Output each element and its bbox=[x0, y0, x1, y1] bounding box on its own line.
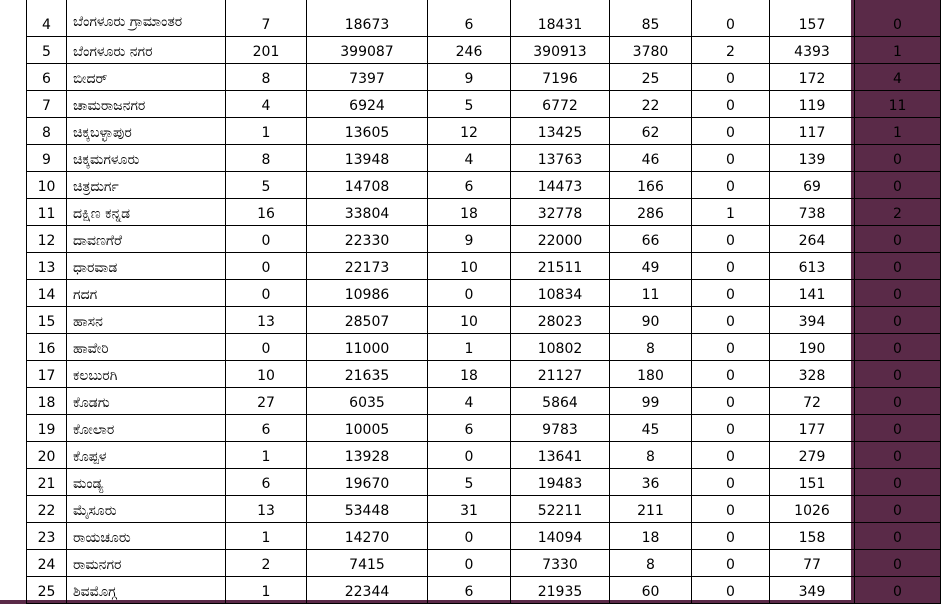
serial-number-cell: 9 bbox=[27, 145, 67, 172]
table-row bbox=[27, 118, 941, 145]
serial-number-cell: 7 bbox=[27, 91, 67, 118]
table-row bbox=[27, 469, 941, 496]
serial-number-cell: 19 bbox=[27, 415, 67, 442]
value-cell: 0 bbox=[855, 496, 941, 523]
value-cell: 22344 bbox=[307, 577, 428, 604]
value-cell: 22000 bbox=[511, 226, 610, 253]
district-name-cell: ಚಿಕ್ಕಮಗಳೂರು bbox=[67, 145, 226, 172]
value-cell: 190 bbox=[770, 334, 855, 361]
value-cell: 10834 bbox=[511, 280, 610, 307]
value-cell: 6 bbox=[428, 172, 511, 199]
table-row bbox=[27, 334, 941, 361]
table-row bbox=[27, 577, 941, 604]
value-cell: 85 bbox=[610, 0, 692, 37]
value-cell: 0 bbox=[855, 550, 941, 577]
value-cell: 279 bbox=[770, 442, 855, 469]
value-cell: 11000 bbox=[307, 334, 428, 361]
value-cell: 66 bbox=[610, 226, 692, 253]
serial-number-cell: 15 bbox=[27, 307, 67, 334]
value-cell: 117 bbox=[770, 118, 855, 145]
value-cell: 0 bbox=[692, 496, 770, 523]
value-cell: 12 bbox=[428, 118, 511, 145]
district-name-cell: ಮೈಸೂರು bbox=[67, 496, 226, 523]
value-cell: 177 bbox=[770, 415, 855, 442]
value-cell: 286 bbox=[610, 199, 692, 226]
value-cell: 0 bbox=[855, 172, 941, 199]
value-cell: 0 bbox=[855, 415, 941, 442]
value-cell: 77 bbox=[770, 550, 855, 577]
value-cell: 11 bbox=[855, 91, 941, 118]
value-cell: 13948 bbox=[307, 145, 428, 172]
value-cell: 11 bbox=[610, 280, 692, 307]
district-name-cell: ಧಾರವಾಡ bbox=[67, 253, 226, 280]
serial-number-cell: 17 bbox=[27, 361, 67, 388]
serial-number-cell: 5 bbox=[27, 37, 67, 64]
value-cell: 9 bbox=[428, 64, 511, 91]
value-cell: 72 bbox=[770, 388, 855, 415]
value-cell: 0 bbox=[855, 388, 941, 415]
value-cell: 264 bbox=[770, 226, 855, 253]
district-name-cell: ಗದಗ bbox=[67, 280, 226, 307]
value-cell: 21935 bbox=[511, 577, 610, 604]
value-cell: 0 bbox=[692, 388, 770, 415]
value-cell: 328 bbox=[770, 361, 855, 388]
table-row bbox=[27, 145, 941, 172]
table-row bbox=[27, 496, 941, 523]
value-cell: 394 bbox=[770, 307, 855, 334]
district-covid-table bbox=[26, 0, 941, 604]
value-cell: 10986 bbox=[307, 280, 428, 307]
table-row bbox=[27, 172, 941, 199]
value-cell: 10005 bbox=[307, 415, 428, 442]
serial-number-cell: 8 bbox=[27, 118, 67, 145]
value-cell: 10 bbox=[428, 307, 511, 334]
value-cell: 27 bbox=[226, 388, 307, 415]
value-cell: 69 bbox=[770, 172, 855, 199]
value-cell: 52211 bbox=[511, 496, 610, 523]
value-cell: 7 bbox=[226, 0, 307, 37]
table-row bbox=[27, 523, 941, 550]
value-cell: 0 bbox=[428, 550, 511, 577]
value-cell: 8 bbox=[610, 334, 692, 361]
value-cell: 180 bbox=[610, 361, 692, 388]
value-cell: 16 bbox=[226, 199, 307, 226]
value-cell: 4 bbox=[855, 64, 941, 91]
value-cell: 1 bbox=[226, 442, 307, 469]
value-cell: 7415 bbox=[307, 550, 428, 577]
value-cell: 139 bbox=[770, 145, 855, 172]
value-cell: 22 bbox=[610, 91, 692, 118]
value-cell: 0 bbox=[855, 361, 941, 388]
value-cell: 90 bbox=[610, 307, 692, 334]
table-row bbox=[27, 361, 941, 388]
value-cell: 1 bbox=[226, 577, 307, 604]
value-cell: 32778 bbox=[511, 199, 610, 226]
value-cell: 36 bbox=[610, 469, 692, 496]
value-cell: 399087 bbox=[307, 37, 428, 64]
value-cell: 8 bbox=[610, 442, 692, 469]
value-cell: 8 bbox=[610, 550, 692, 577]
table-body bbox=[27, 0, 941, 604]
value-cell: 6 bbox=[428, 415, 511, 442]
value-cell: 390913 bbox=[511, 37, 610, 64]
value-cell: 201 bbox=[226, 37, 307, 64]
value-cell: 0 bbox=[692, 253, 770, 280]
serial-number-cell: 18 bbox=[27, 388, 67, 415]
value-cell: 1 bbox=[226, 118, 307, 145]
value-cell: 166 bbox=[610, 172, 692, 199]
value-cell: 6 bbox=[428, 0, 511, 37]
value-cell: 0 bbox=[428, 280, 511, 307]
value-cell: 349 bbox=[770, 577, 855, 604]
value-cell: 0 bbox=[855, 577, 941, 604]
value-cell: 157 bbox=[770, 0, 855, 37]
table-row bbox=[27, 37, 941, 64]
district-name-cell: ಬೆಂಗಳೂರು ಗ್ರಾಮಾಂತರ bbox=[67, 0, 226, 37]
serial-number-cell: 11 bbox=[27, 199, 67, 226]
value-cell: 45 bbox=[610, 415, 692, 442]
table-row bbox=[27, 415, 941, 442]
table-row bbox=[27, 64, 941, 91]
value-cell: 49 bbox=[610, 253, 692, 280]
value-cell: 60 bbox=[610, 577, 692, 604]
value-cell: 0 bbox=[692, 118, 770, 145]
value-cell: 0 bbox=[855, 334, 941, 361]
value-cell: 10802 bbox=[511, 334, 610, 361]
value-cell: 0 bbox=[226, 334, 307, 361]
table-row bbox=[27, 91, 941, 118]
value-cell: 0 bbox=[692, 172, 770, 199]
value-cell: 13763 bbox=[511, 145, 610, 172]
value-cell: 10 bbox=[226, 361, 307, 388]
value-cell: 21127 bbox=[511, 361, 610, 388]
district-name-cell: ಬೀದರ್ bbox=[67, 64, 226, 91]
value-cell: 0 bbox=[855, 226, 941, 253]
value-cell: 7196 bbox=[511, 64, 610, 91]
value-cell: 0 bbox=[855, 307, 941, 334]
value-cell: 19670 bbox=[307, 469, 428, 496]
value-cell: 172 bbox=[770, 64, 855, 91]
serial-number-cell: 13 bbox=[27, 253, 67, 280]
value-cell: 0 bbox=[855, 253, 941, 280]
value-cell: 0 bbox=[692, 0, 770, 37]
value-cell: 14094 bbox=[511, 523, 610, 550]
value-cell: 6 bbox=[428, 577, 511, 604]
value-cell: 0 bbox=[855, 0, 941, 37]
value-cell: 4 bbox=[428, 145, 511, 172]
value-cell: 4393 bbox=[770, 37, 855, 64]
value-cell: 1 bbox=[855, 118, 941, 145]
table-row bbox=[27, 199, 941, 226]
value-cell: 0 bbox=[692, 469, 770, 496]
value-cell: 13928 bbox=[307, 442, 428, 469]
value-cell: 6 bbox=[226, 415, 307, 442]
value-cell: 18673 bbox=[307, 0, 428, 37]
serial-number-cell: 14 bbox=[27, 280, 67, 307]
value-cell: 0 bbox=[692, 226, 770, 253]
value-cell: 2 bbox=[692, 37, 770, 64]
district-name-cell: ರಾಮನಗರ bbox=[67, 550, 226, 577]
value-cell: 5864 bbox=[511, 388, 610, 415]
value-cell: 13641 bbox=[511, 442, 610, 469]
value-cell: 119 bbox=[770, 91, 855, 118]
value-cell: 14270 bbox=[307, 523, 428, 550]
district-name-cell: ದಾವಣಗೆರೆ bbox=[67, 226, 226, 253]
value-cell: 2 bbox=[855, 199, 941, 226]
serial-number-cell: 23 bbox=[27, 523, 67, 550]
table-row bbox=[27, 388, 941, 415]
district-name-cell: ಕೊಡಗು bbox=[67, 388, 226, 415]
value-cell: 1026 bbox=[770, 496, 855, 523]
value-cell: 28023 bbox=[511, 307, 610, 334]
value-cell: 0 bbox=[428, 442, 511, 469]
district-name-cell: ದಕ್ಷಿಣ ಕನ್ನಡ bbox=[67, 199, 226, 226]
serial-number-cell: 4 bbox=[27, 0, 67, 37]
serial-number-cell: 25 bbox=[27, 577, 67, 604]
value-cell: 1 bbox=[428, 334, 511, 361]
value-cell: 0 bbox=[692, 523, 770, 550]
value-cell: 22173 bbox=[307, 253, 428, 280]
table-row bbox=[27, 0, 941, 37]
table-row bbox=[27, 442, 941, 469]
value-cell: 21511 bbox=[511, 253, 610, 280]
district-name-cell: ಚಿತ್ರದುರ್ಗ bbox=[67, 172, 226, 199]
table-row bbox=[27, 226, 941, 253]
serial-number-cell: 12 bbox=[27, 226, 67, 253]
value-cell: 5 bbox=[428, 91, 511, 118]
value-cell: 6 bbox=[226, 469, 307, 496]
value-cell: 13425 bbox=[511, 118, 610, 145]
value-cell: 0 bbox=[692, 334, 770, 361]
value-cell: 0 bbox=[226, 253, 307, 280]
value-cell: 62 bbox=[610, 118, 692, 145]
value-cell: 6035 bbox=[307, 388, 428, 415]
table-row bbox=[27, 550, 941, 577]
value-cell: 14473 bbox=[511, 172, 610, 199]
value-cell: 0 bbox=[692, 64, 770, 91]
serial-number-cell: 10 bbox=[27, 172, 67, 199]
district-name-cell: ಶಿವಮೊಗ್ಗ bbox=[67, 577, 226, 604]
district-name-cell: ಚಿಕ್ಕಬಳ್ಳಾಪುರ bbox=[67, 118, 226, 145]
value-cell: 8 bbox=[226, 64, 307, 91]
value-cell: 0 bbox=[692, 307, 770, 334]
value-cell: 9783 bbox=[511, 415, 610, 442]
value-cell: 13 bbox=[226, 496, 307, 523]
value-cell: 21635 bbox=[307, 361, 428, 388]
value-cell: 3780 bbox=[610, 37, 692, 64]
value-cell: 18 bbox=[428, 199, 511, 226]
value-cell: 4 bbox=[226, 91, 307, 118]
value-cell: 18431 bbox=[511, 0, 610, 37]
value-cell: 8 bbox=[226, 145, 307, 172]
district-name-cell: ಬೆಂಗಳೂರು ನಗರ bbox=[67, 37, 226, 64]
value-cell: 246 bbox=[428, 37, 511, 64]
value-cell: 13 bbox=[226, 307, 307, 334]
value-cell: 0 bbox=[692, 577, 770, 604]
district-name-cell: ಮಂಡ್ಯ bbox=[67, 469, 226, 496]
value-cell: 99 bbox=[610, 388, 692, 415]
value-cell: 6924 bbox=[307, 91, 428, 118]
value-cell: 613 bbox=[770, 253, 855, 280]
value-cell: 7330 bbox=[511, 550, 610, 577]
value-cell: 31 bbox=[428, 496, 511, 523]
district-name-cell: ಕಲಬುರಗಿ bbox=[67, 361, 226, 388]
value-cell: 18 bbox=[428, 361, 511, 388]
value-cell: 28507 bbox=[307, 307, 428, 334]
value-cell: 33804 bbox=[307, 199, 428, 226]
value-cell: 0 bbox=[855, 280, 941, 307]
value-cell: 1 bbox=[855, 37, 941, 64]
value-cell: 0 bbox=[855, 469, 941, 496]
serial-number-cell: 6 bbox=[27, 64, 67, 91]
serial-number-cell: 21 bbox=[27, 469, 67, 496]
value-cell: 0 bbox=[855, 523, 941, 550]
value-cell: 25 bbox=[610, 64, 692, 91]
district-name-cell: ಕೋಲಾರ bbox=[67, 415, 226, 442]
table-row bbox=[27, 307, 941, 334]
value-cell: 53448 bbox=[307, 496, 428, 523]
district-name-cell: ರಾಯಚೂರು bbox=[67, 523, 226, 550]
value-cell: 19483 bbox=[511, 469, 610, 496]
value-cell: 0 bbox=[428, 523, 511, 550]
table-row bbox=[27, 280, 941, 307]
value-cell: 6772 bbox=[511, 91, 610, 118]
value-cell: 0 bbox=[692, 280, 770, 307]
district-name-cell: ಚಾಮರಾಜನಗರ bbox=[67, 91, 226, 118]
value-cell: 22330 bbox=[307, 226, 428, 253]
district-name-cell: ಕೊಪ್ಪಳ bbox=[67, 442, 226, 469]
value-cell: 5 bbox=[428, 469, 511, 496]
serial-number-cell: 16 bbox=[27, 334, 67, 361]
value-cell: 211 bbox=[610, 496, 692, 523]
value-cell: 1 bbox=[226, 523, 307, 550]
value-cell: 0 bbox=[226, 280, 307, 307]
value-cell: 0 bbox=[692, 361, 770, 388]
value-cell: 0 bbox=[855, 442, 941, 469]
serial-number-cell: 24 bbox=[27, 550, 67, 577]
value-cell: 2 bbox=[226, 550, 307, 577]
value-cell: 46 bbox=[610, 145, 692, 172]
value-cell: 14708 bbox=[307, 172, 428, 199]
value-cell: 0 bbox=[692, 550, 770, 577]
value-cell: 0 bbox=[692, 442, 770, 469]
table-row bbox=[27, 253, 941, 280]
value-cell: 1 bbox=[692, 199, 770, 226]
serial-number-cell: 22 bbox=[27, 496, 67, 523]
value-cell: 738 bbox=[770, 199, 855, 226]
value-cell: 5 bbox=[226, 172, 307, 199]
value-cell: 10 bbox=[428, 253, 511, 280]
value-cell: 151 bbox=[770, 469, 855, 496]
value-cell: 0 bbox=[855, 145, 941, 172]
value-cell: 0 bbox=[692, 91, 770, 118]
value-cell: 4 bbox=[428, 388, 511, 415]
value-cell: 0 bbox=[692, 415, 770, 442]
district-name-cell: ಹಾವೇರಿ bbox=[67, 334, 226, 361]
district-name-cell: ಹಾಸನ bbox=[67, 307, 226, 334]
value-cell: 0 bbox=[226, 226, 307, 253]
value-cell: 141 bbox=[770, 280, 855, 307]
value-cell: 9 bbox=[428, 226, 511, 253]
value-cell: 13605 bbox=[307, 118, 428, 145]
value-cell: 18 bbox=[610, 523, 692, 550]
serial-number-cell: 20 bbox=[27, 442, 67, 469]
value-cell: 7397 bbox=[307, 64, 428, 91]
value-cell: 158 bbox=[770, 523, 855, 550]
value-cell: 0 bbox=[692, 145, 770, 172]
